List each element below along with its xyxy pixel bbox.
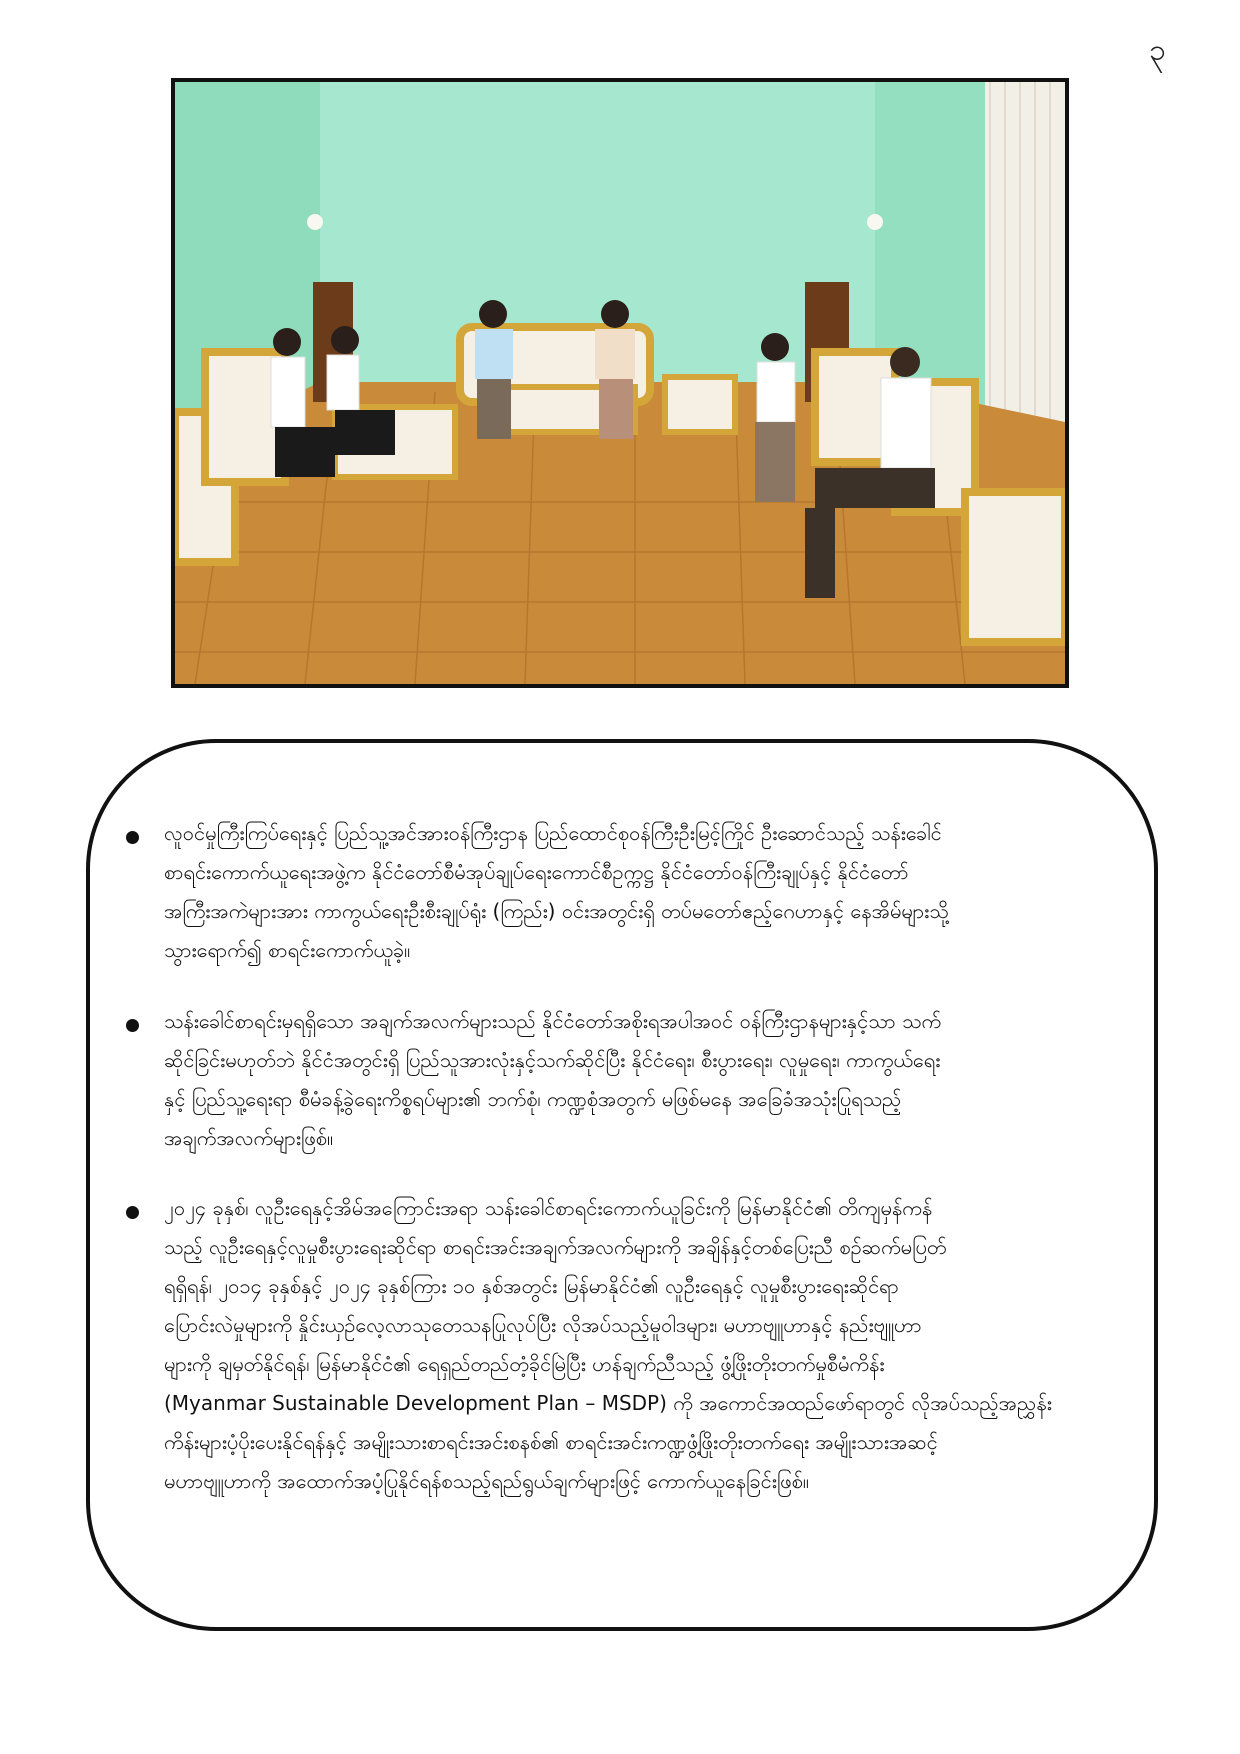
meeting-photo (171, 78, 1069, 688)
bullet-text-line: သွားရောက်၍ စာရင်းကောက်ယူခဲ့။ (164, 938, 411, 962)
meeting-room-photo (175, 82, 1065, 684)
bullet-text-line: စာရင်းကောက်ယူရေးအဖွဲ့က နိုင်ငံတော်စီမံအုပ်ချုပ်ရေးကောင်စီဥက္ကဋ္ဌ နိုင်ငံတော်ဝန်ကြီးချုပ်နှင့် နိုင်ငံတော် (164, 860, 909, 884)
bullet-text-line: လူဝင်မှုကြီးကြပ်ရေးနှင့် ပြည်သူ့အင်အားဝန်ကြီးဌာန ပြည်ထောင်စုဝန်ကြီးဦးမြင့်ကြိုင် ဦးဆောင်သည့် သန်းခေါင် (164, 821, 942, 845)
bullet-dot-icon (126, 1206, 139, 1219)
bullet-text-line: အကြီးအကဲများအား ကာကွယ်ရေးဦးစီးချုပ်ရုံး (ကြည်း) ဝင်းအတွင်းရှိ တပ်မတော်ဧည့်ဂေဟာနှင့် နေအိမ်များသို့ (164, 899, 949, 923)
bullet-dot-icon (126, 1019, 139, 1032)
bullet-text-line: သန်းခေါင်စာရင်းမှရရှိသော အချက်အလက်များသည် နိုင်ငံတော်အစိုးရအပါအဝင် ဝန်ကြီးဌာနများနှင့်သာ သက် (164, 1009, 942, 1033)
bullet-text-line: နှင့် ပြည်သူ့ရေးရာ စီမံခန့်ခွဲရေးကိစ္စရပ်များ၏ ဘက်စုံ၊ ကဏ္ဍစုံအတွက် မဖြစ်မနေ အခြေခံအသုံးပြုရသည့် (164, 1087, 902, 1111)
bullet-list (120, 814, 1120, 1540)
list-item (120, 814, 1120, 970)
list-item (120, 1189, 1120, 1540)
bullet-text-line: အချက်အလက်များဖြစ်။ (164, 1126, 334, 1150)
bullet-dot-icon (126, 831, 139, 844)
bullet-text-line: ရရှိရန်၊ ၂၀၁၄ ခုနှစ်နှင့် ၂၀၂၄ ခုနှစ်ကြား ၁၀ နှစ်အတွင်း မြန်မာနိုင်ငံ၏ လူဦးရေနှင့် လူမှုစီးပွားရေးဆိုင်ရာ (164, 1274, 899, 1298)
list-item (120, 1002, 1120, 1158)
bullet-text-line: မဟာဗျူဟာကို အထောက်အပံ့ပြုနိုင်ရန်စသည့်ရည်ရွယ်ချက်များဖြင့် ကောက်ယူနေခြင်းဖြစ်။ (164, 1469, 809, 1493)
bullet-text-line (164, 1501, 1120, 1540)
bullet-text-line: ၂၀၂၄ ခုနှစ်၊ လူဦးရေနှင့်အိမ်အကြောင်းအရာ သန်းခေါင်စာရင်းကောက်ယူခြင်းကို မြန်မာနိုင်ငံ၏ တိကျမှန်ကန် (164, 1196, 933, 1220)
bullet-text-line: (Myanmar Sustainable Development Plan – MSDP) ကို အကောင်အထည်ဖော်ရာတွင် လိုအပ်သည့်အညွှန်း (164, 1391, 1052, 1415)
bullet-text-line: သည့် လူဦးရေနှင့်လူမှုစီးပွားရေးဆိုင်ရာ စာရင်းအင်းအချက်အလက်များကို အချိန်နှင့်တစ်ပြေးညီ စဉ်ဆက်မပြတ် (164, 1235, 947, 1259)
bullet-text-line: ကိန်းများပံ့ပိုးပေးနိုင်ရန်နှင့် အမျိုးသားစာရင်းအင်းစနစ်၏ စာရင်းအင်းကဏ္ဍဖွံ့ဖြိုးတိုးတက်ရေး အမျိုးသားအဆင့် (164, 1430, 938, 1454)
bullet-text-line: ဆိုင်ခြင်းမဟုတ်ဘဲ နိုင်ငံအတွင်းရှိ ပြည်သူအားလုံးနှင့်သက်ဆိုင်ပြီး နိုင်ငံရေး၊ စီးပွားရေး၊ လူမှုရေး၊ ကာကွယ်ရေး (164, 1048, 941, 1072)
bullet-text-line: များကို ချမှတ်နိုင်ရန်၊ မြန်မာနိုင်ငံ၏ ရေရှည်တည်တံ့ခိုင်မြဲပြီး ဟန်ချက်ညီသည့် ဖွံ့ဖြိုးတိုးတက်မှုစီမံကိန်း (164, 1352, 885, 1376)
bullet-text-line: ပြောင်းလဲမှုများကို နှိုင်းယှဉ်လေ့လာသုတေသနပြုလုပ်ပြီး လိုအပ်သည့်မူဝါဒများ၊ မဟာဗျူဟာနှင့် နည်းဗျူဟာ (164, 1313, 922, 1337)
page-number: ၃ (1149, 33, 1166, 68)
